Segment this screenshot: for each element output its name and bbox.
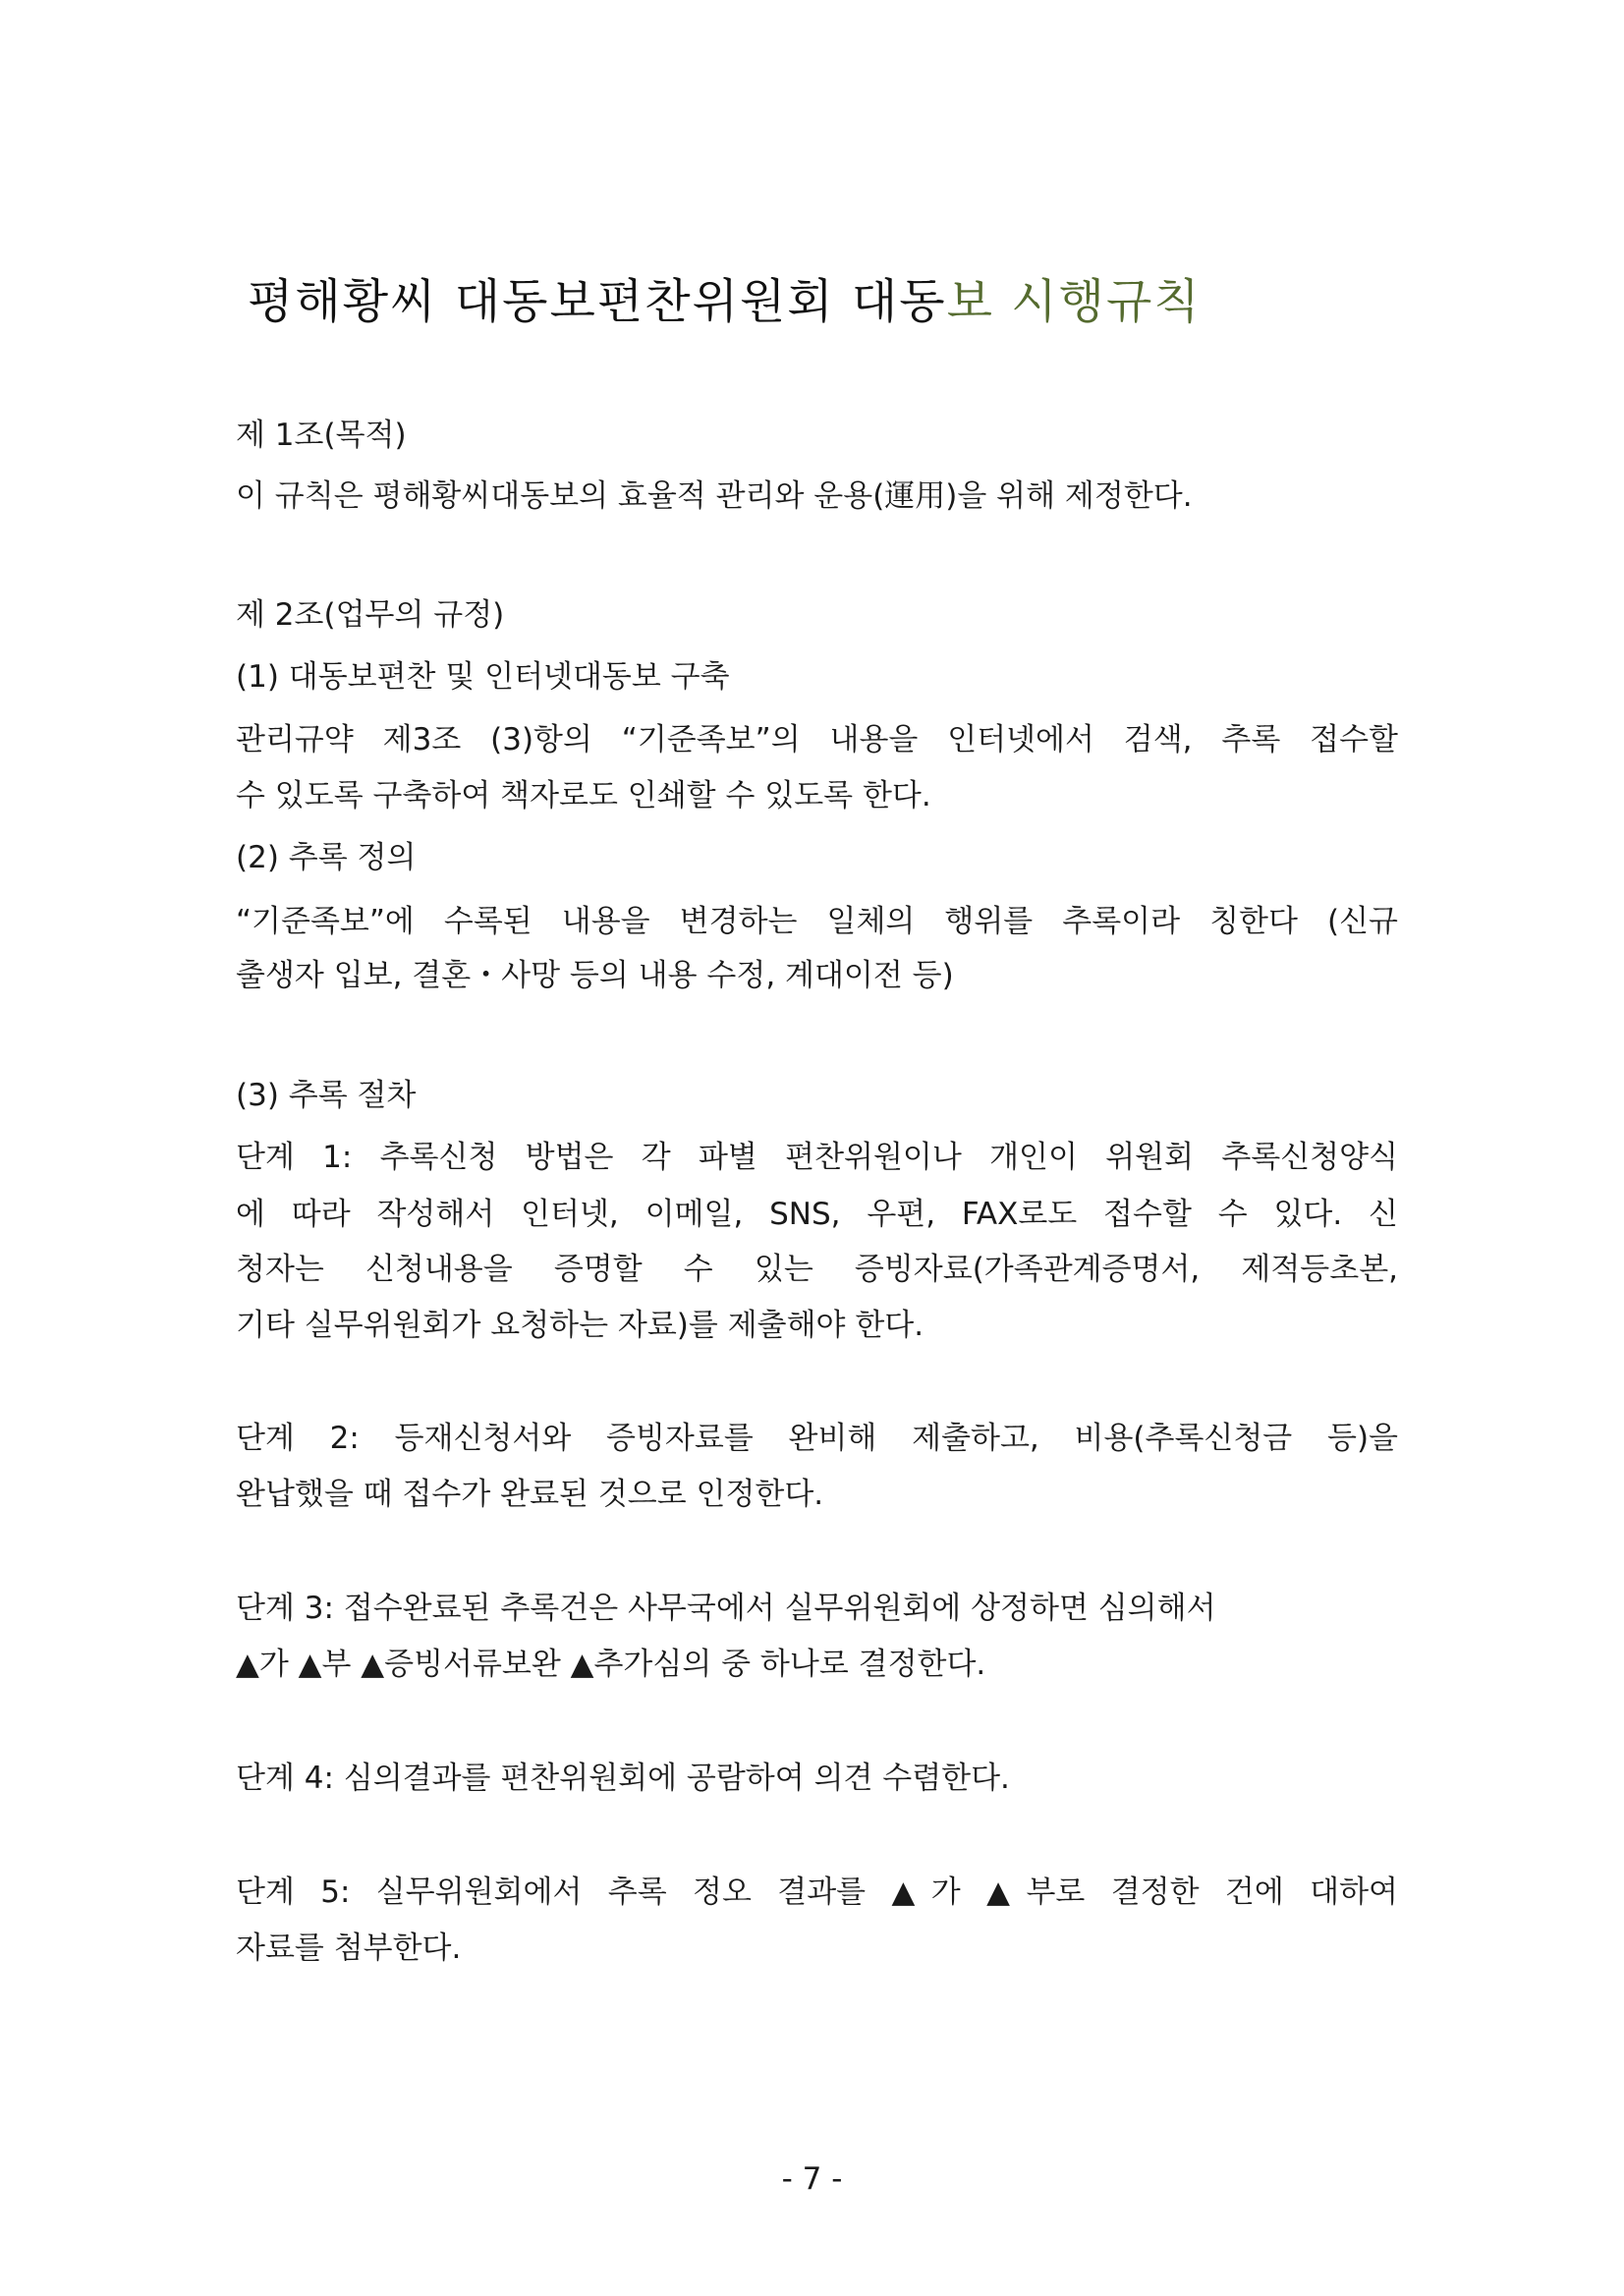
page-number: - 7 - [781, 2161, 843, 2197]
title-accent: 보 시행규칙 [946, 274, 1202, 329]
section-1-body-line-2: 수 있도록 구축하여 책자로도 인쇄할 수 있도록 한다. [236, 778, 931, 813]
step-5-line-1: 단계 5: 실무위원회에서 추록 정오 결과를 ▲가 ▲부로 결정한 건에 대하여 [236, 1875, 1398, 1910]
section-2-heading: (2) 추록 정의 [236, 840, 417, 875]
step-1-line-3: 청자는 신청내용을 증명할 수 있는 증빙자료(가족관계증명서, 제적등초본, [236, 1252, 1398, 1287]
section-1-body-line-1: 관리규약 제3조 (3)항의 “기준족보”의 내용을 인터넷에서 검색, 추록 접수할 [236, 722, 1398, 757]
article-1-body: 이 규칙은 평해황씨대동보의 효율적 관리와 운용(運用)을 위해 제정한다. [236, 478, 1193, 514]
step-1-line-2: 에 따라 작성해서 인터넷, 이메일, SNS, 우편, FAX로도 접수할 수 있다. 신 [236, 1197, 1398, 1232]
section-3-heading: (3) 추록 절차 [236, 1078, 417, 1113]
step-2-line-1: 단계 2: 등재신청서와 증빙자료를 완비해 제출하고, 비용(추록신청금 등)을 [236, 1421, 1398, 1456]
document-title [248, 263, 1202, 331]
step-2-line-2: 완납했을 때 접수가 완료된 것으로 인정한다. [236, 1477, 824, 1512]
section-2-body-line-2: 출생자 입보, 결혼・사망 등의 내용 수정, 계대이전 등) [236, 958, 954, 993]
section-1-heading: (1) 대동보편찬 및 인터넷대동보 구축 [236, 659, 730, 695]
section-2-body-line-1: “기준족보”에 수록된 내용을 변경하는 일체의 행위를 추록이라 칭한다 (신규 [236, 904, 1398, 939]
step-1-line-4: 기타 실무위원회가 요청하는 자료)를 제출해야 한다. [236, 1308, 924, 1343]
step-5-line-2: 자료를 첨부한다. [236, 1931, 462, 1966]
title-main: 평해황씨 대동보편찬위원회 대동 [248, 274, 947, 329]
step-3-line-1: 단계 3: 접수완료된 추록건은 사무국에서 실무위원회에 상정하면 심의해서 [236, 1591, 1216, 1626]
step-1-line-1: 단계 1: 추록신청 방법은 각 파별 편찬위원이나 개인이 위원회 추록신청양식 [236, 1140, 1398, 1175]
article-2-heading: 제 2조(업무의 규정) [236, 597, 505, 633]
step-4-line-1: 단계 4: 심의결과를 편찬위원회에 공람하여 의견 수렴한다. [236, 1761, 1010, 1796]
step-3-line-2: ▲가 ▲부 ▲증빙서류보완 ▲추가심의 중 하나로 결정한다. [236, 1647, 986, 1682]
article-1-heading: 제 1조(목적) [236, 418, 407, 453]
